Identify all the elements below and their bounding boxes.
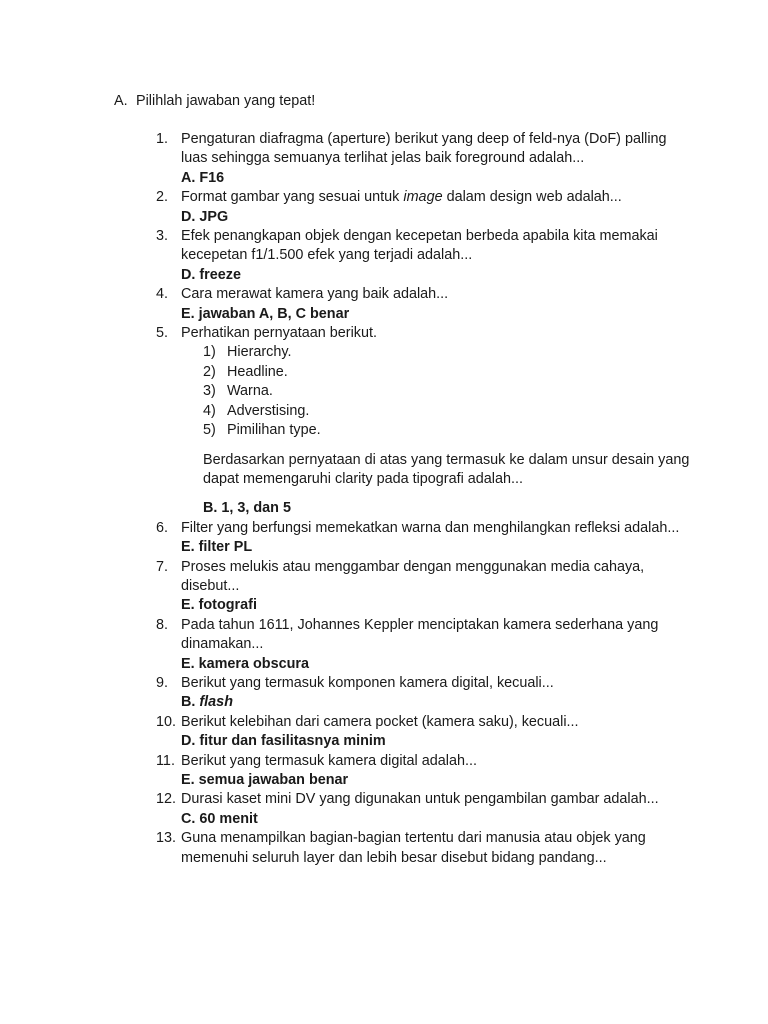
answer-text: [181, 693, 696, 712]
answer-text: E. fotografi: [181, 597, 257, 614]
section-marker: A.: [114, 93, 128, 109]
question-list: [156, 130, 696, 868]
statement-text: Hierarchy.: [227, 344, 292, 361]
question-text: Efek penangkapan objek dengan kecepetan berbeda apabila kita memakai kecepetan f1/1.500 efek yang terjadi adalah...: [181, 228, 658, 264]
question-item: [156, 519, 696, 558]
question-text: [181, 188, 696, 207]
question-number: 13.: [156, 830, 177, 847]
answer-italic: flash: [199, 694, 233, 711]
statement-number: 5): [203, 422, 216, 439]
question-item: [156, 713, 696, 752]
question-text: Perhatikan pernyataan berikut.: [181, 325, 377, 342]
question-text: Filter yang berfungsi memekatkan warna dan menghilangkan refleksi adalah...: [181, 519, 680, 536]
statement-item: [181, 421, 696, 440]
question-item: [156, 616, 696, 674]
answer-text: E. kamera obscura: [181, 655, 309, 672]
question-text: Berikut yang termasuk komponen kamera digital, kecuali...: [181, 674, 554, 691]
answer-text: D. JPG: [181, 208, 229, 225]
question-number: 2.: [156, 189, 169, 206]
section-title: Pilihlah jawaban yang tepat!: [136, 93, 316, 109]
question-text: Berikut yang termasuk kamera digital adalah...: [181, 752, 477, 769]
statement-number: 4): [203, 402, 216, 419]
question-text: Cara merawat kamera yang baik adalah...: [181, 286, 449, 303]
question-text: Guna menampilkan bagian-bagian tertentu dari manusia atau objek yang memenuhi seluruh layer dan lebih besar disebut bidang pandang...: [181, 830, 646, 866]
answer-text: A. F16: [181, 169, 225, 186]
statement-item: [181, 363, 696, 382]
statement-item: [181, 402, 696, 421]
question-item: [156, 558, 696, 616]
answer-text: E. semua jawaban benar: [181, 772, 349, 788]
question-text-italic: image: [403, 189, 443, 206]
question-number: 1.: [156, 131, 169, 147]
question-number: 12.: [156, 791, 177, 808]
question-text: Pada tahun 1611, Johannes Keppler menciptakan kamera sederhana yang dinamakan...: [181, 616, 659, 653]
question-number: 8.: [156, 616, 169, 633]
question-number: 3.: [156, 228, 169, 245]
question-number: 5.: [156, 325, 169, 342]
statement-number: 2): [203, 363, 216, 380]
answer-text: D. freeze: [181, 266, 241, 283]
statement-number: 3): [203, 383, 216, 400]
section-heading: [114, 92, 674, 111]
statement-text: Warna.: [227, 383, 273, 400]
statement-list: [181, 343, 696, 440]
question-item: [156, 188, 696, 227]
question-item: [156, 285, 696, 324]
question-text: Proses melukis atau menggambar dengan menggunakan media cahaya, disebut...: [181, 558, 645, 594]
question-item: [156, 829, 696, 868]
question-number: 10.: [156, 713, 177, 730]
statement-item: [181, 382, 696, 401]
question-text-part: Format gambar yang sesuai untuk: [181, 189, 404, 206]
question-number: 6.: [156, 519, 169, 536]
question-item: [156, 752, 696, 791]
question-item: [156, 130, 696, 188]
question-number: 9.: [156, 674, 169, 691]
question-text: Berikut kelebihan dari camera pocket (kamera saku), kecuali...: [181, 713, 579, 730]
statement-text: Headline.: [227, 363, 288, 380]
question-number: 4.: [156, 286, 169, 303]
statement-text: Pimilihan type.: [227, 422, 321, 439]
question-item: [156, 227, 696, 285]
question-text-part: dalam design web adalah...: [442, 189, 622, 206]
question-item: [156, 674, 696, 713]
answer-text: B. 1, 3, dan 5: [203, 500, 291, 517]
answer-prefix: B.: [181, 694, 200, 711]
question-item: [156, 324, 696, 519]
answer-text: D. fitur dan fasilitasnya minim: [181, 733, 386, 750]
answer-text: E. jawaban A, B, C benar: [181, 305, 350, 322]
statement-text: Adverstising.: [227, 402, 310, 419]
question-number: 11.: [156, 752, 175, 769]
answer-text: E. filter PL: [181, 539, 253, 556]
statement-item: [181, 343, 696, 362]
question-text: Pengaturan diafragma (aperture) berikut yang deep of feld-nya (DoF) palling luas sehingga semuanya terlihat jelas baik foreground adalah...: [181, 131, 667, 167]
answer-text: C. 60 menit: [181, 810, 258, 827]
question-number: 7.: [156, 558, 169, 575]
question-text: Durasi kaset mini DV yang digunakan untuk pengambilan gambar adalah...: [181, 791, 659, 808]
question-item: [156, 790, 696, 829]
statement-number: 1): [203, 344, 216, 361]
question-followup: Berdasarkan pernyataan di atas yang termasuk ke dalam unsur desain yang dapat memengaruhi clarity pada tipografi adalah...: [203, 451, 690, 487]
